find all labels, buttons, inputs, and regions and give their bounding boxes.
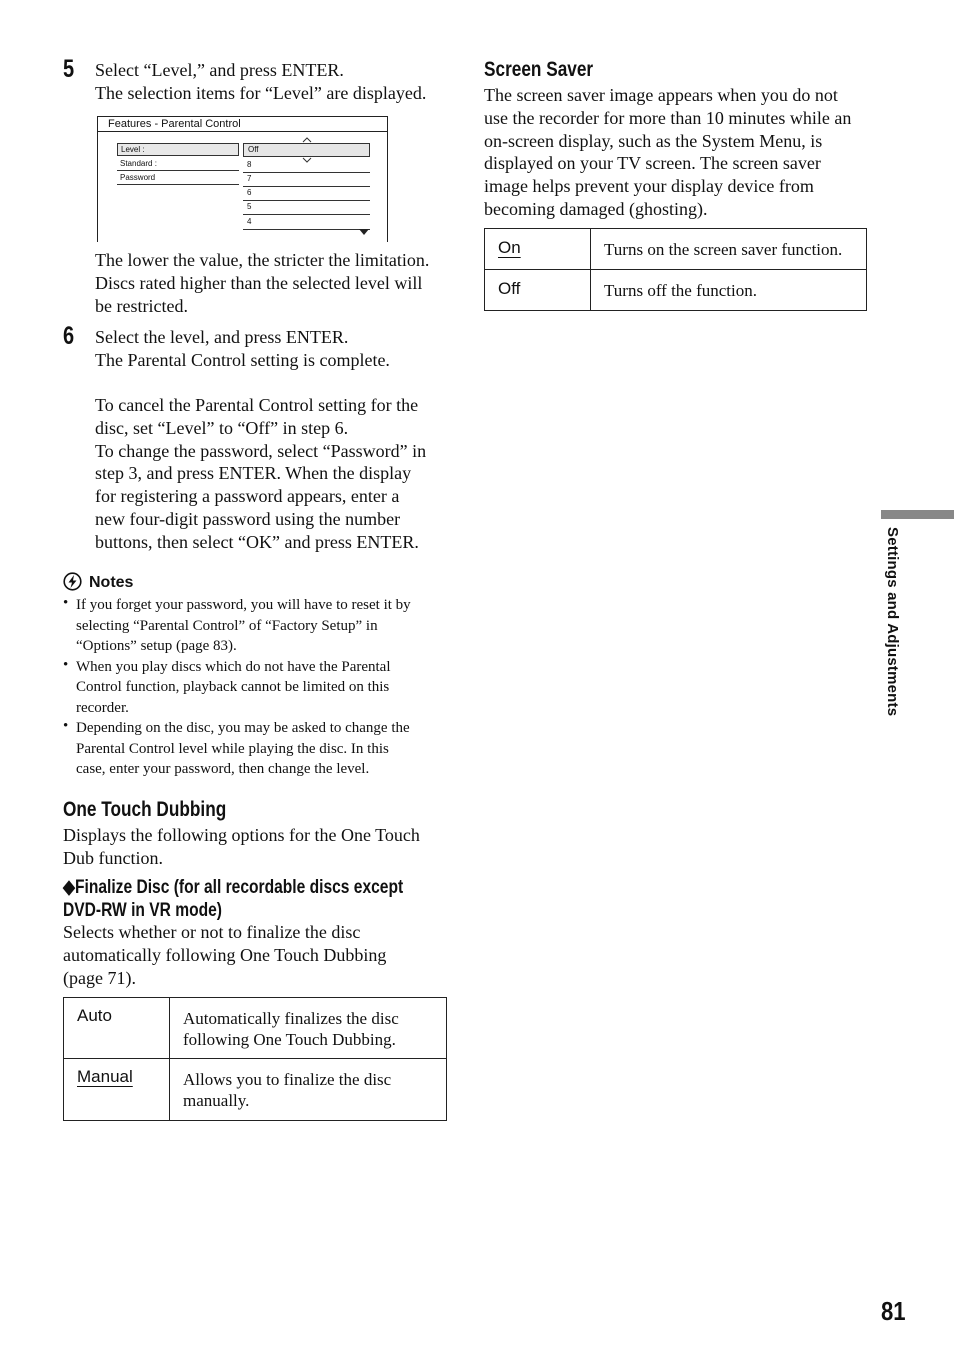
list-item	[63, 595, 411, 657]
finalize-disc-heading	[63, 876, 478, 922]
option-key-cell	[485, 229, 591, 270]
text-line: case, enter your password, then change the level.	[76, 761, 370, 777]
osd-option: 6	[243, 187, 370, 201]
text-line: disc, set “Level” to “Off” in step 6.	[95, 417, 349, 438]
text-line: To change the password, select “Password” in	[95, 440, 427, 461]
notes-list	[63, 595, 411, 780]
text-line: manually.	[183, 1091, 250, 1110]
table-row	[64, 998, 447, 1059]
text-line: “Options” setup (page 83).	[76, 638, 237, 654]
option-desc-cell	[170, 998, 447, 1059]
text-line: buttons, then select “OK” and press ENTER.	[95, 531, 419, 552]
text-line: (page 71).	[63, 967, 136, 988]
step-5-line: Select “Level,” and press ENTER.	[95, 60, 344, 80]
text-line: The screen saver image appears when you do not	[484, 85, 838, 105]
table-row	[485, 270, 867, 311]
text-line: Select the level, and press ENTER.	[95, 327, 349, 347]
text-line: on-screen display, such as the System Menu, is	[484, 130, 823, 151]
step-6-extra-text	[95, 394, 426, 554]
step-number-5: 5	[63, 55, 75, 83]
osd-item-level: Level :	[117, 143, 239, 156]
text-line: To cancel the Parental Control setting for the	[95, 395, 419, 415]
option-desc-cell	[170, 1059, 447, 1121]
list-item	[63, 657, 411, 719]
osd-title: Features - Parental Control	[108, 118, 241, 130]
option-key: Auto	[77, 1006, 112, 1025]
option-desc: Turns off the function.	[604, 281, 757, 300]
text-line: be restricted.	[95, 295, 188, 316]
text-line: displayed on your TV screen. The screen saver	[484, 153, 821, 174]
text-line: If you forget your password, you will have to reset it by	[76, 597, 411, 613]
text-line: Automatically finalizes the disc	[183, 1009, 399, 1028]
step-number-6: 6	[63, 322, 75, 350]
text-line: Parental Control level while playing the disc. In this	[76, 740, 389, 757]
text-line: When you play discs which do not have the Parental	[76, 658, 391, 675]
text-line: The lower the value, the stricter the limitation.	[95, 250, 430, 270]
osd-option: 5	[243, 201, 370, 215]
text-line: for registering a password appears, enter a	[95, 486, 400, 507]
osd-item-password: Password	[117, 172, 239, 185]
table-row	[485, 229, 867, 270]
osd-item-standard: Standard :	[117, 158, 239, 171]
option-desc-cell	[591, 270, 867, 311]
table-row	[64, 1059, 447, 1121]
text-line: becoming damaged (ghosting).	[484, 198, 708, 219]
notes-icon	[63, 572, 82, 591]
text-line: Control function, playback cannot be limited on this	[76, 679, 390, 695]
screen-saver-options-table	[484, 228, 867, 311]
option-key: On	[498, 238, 521, 257]
notes-heading: Notes	[89, 574, 134, 591]
text-line: step 3, and press ENTER. When the display	[95, 463, 412, 484]
finalize-disc-options-table	[63, 997, 447, 1121]
option-desc: Turns on the screen saver function.	[604, 240, 843, 259]
step-5-explanation	[95, 249, 429, 317]
section-heading-one-touch-dubbing: One Touch Dubbing	[63, 798, 227, 821]
text-line: The Parental Control setting is complete.	[95, 349, 390, 370]
one-touch-intro	[63, 824, 420, 870]
text-line: automatically following One Touch Dubbing	[63, 944, 387, 965]
text-line: Dub function.	[63, 847, 163, 868]
bullet: •	[63, 718, 69, 734]
finalize-disc-text	[63, 921, 386, 989]
screen-saver-text	[484, 84, 851, 221]
osd-option: 8	[243, 159, 370, 173]
text-line: ◆Finalize Disc (for all recordable discs except	[63, 877, 404, 898]
text-line: following One Touch Dubbing.	[183, 1030, 396, 1049]
text-line: Allows you to finalize the disc	[183, 1070, 392, 1089]
text-line: DVD-RW in VR mode)	[63, 900, 222, 921]
section-side-label	[880, 527, 910, 727]
scroll-down-arrow-icon	[359, 229, 369, 236]
option-key-cell	[64, 998, 170, 1059]
text-line: image helps prevent your display device from	[484, 176, 814, 197]
text-line: Displays the following options for the One Touch	[63, 825, 420, 845]
osd-option: Off	[243, 143, 370, 157]
step-6-text	[95, 326, 390, 372]
text-line: recorder.	[76, 699, 129, 716]
text-line: selecting “Parental Control” of “Factory Setup” in	[76, 617, 378, 634]
bullet: •	[63, 595, 69, 611]
text-line: use the recorder for more than 10 minutes while an	[484, 107, 852, 128]
text-line: Discs rated higher than the selected level will	[95, 272, 423, 293]
option-key: Off	[498, 279, 521, 298]
osd-title-divider	[98, 131, 387, 132]
bullet: •	[63, 656, 69, 673]
step-5-text	[95, 59, 426, 105]
parental-control-screen	[97, 116, 388, 242]
section-tab-marker	[881, 510, 954, 519]
osd-option: 7	[243, 173, 370, 187]
list-item	[63, 718, 411, 780]
text-line: new four-digit password using the number	[95, 508, 401, 529]
option-key-cell	[64, 1059, 170, 1121]
section-heading-screen-saver: Screen Saver	[484, 58, 594, 81]
osd-option: 4	[243, 216, 370, 230]
text-line: Depending on the disc, you may be asked to change the	[76, 720, 410, 736]
option-desc-cell	[591, 229, 867, 270]
page-number: 81	[881, 1296, 906, 1326]
option-key-cell	[485, 270, 591, 311]
step-5-line: The selection items for “Level” are displayed.	[95, 82, 427, 103]
text-line: Selects whether or not to finalize the disc	[63, 922, 361, 942]
option-key: Manual	[77, 1067, 133, 1086]
side-label-text: Settings and Adjustments	[884, 527, 901, 717]
